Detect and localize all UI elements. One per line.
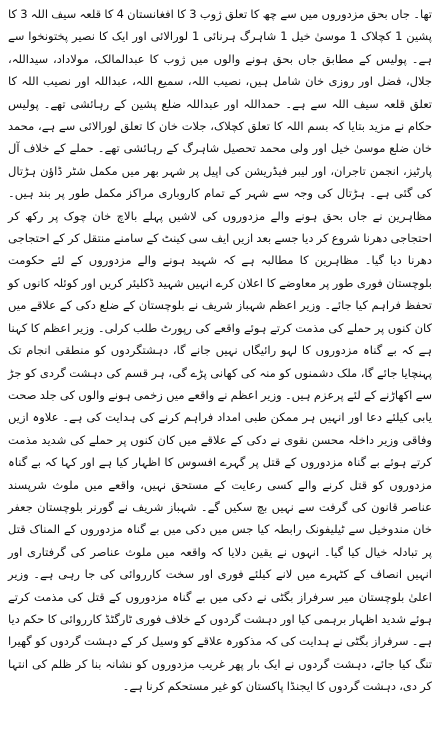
article-body: تھا۔ جاں بحق مزدوروں میں سے چھ کا تعلق ژوب 3 کا افغانستان 4 کا قلعہ سیف اللہ 3 کا پشین 1 کچلاک 1 موسیٰ خیل 1 شاہرگ ہرنائی 1 لورالائی اور ایک کا نصیر پختونخوا سے ہے۔ پولیس کے مطابق جاں بحق ہونے والوں میں ژوب کا عبدالمالک، مولاداد، سیداللہ، جلال، فضل اور روزی خان شامل ہیں، نصیب اللہ، سمیع اللہ، عبداللہ اور نصیب اللہ کا تعلق قلعہ سیف اللہ سے ہے۔ حمداللہ اور عبداللہ ضلع پشین کے رہائشی تھے۔ پولیس حکام نے مزید بتایا کہ بسم اللہ کا تعلق کچلاک، جلات خان کا تعلق لورالائی سے ہے، محمد خان ضلع موسیٰ خیل اور ولی محمد تحصیل شاہرگ کے رہائشی تھے۔ حملے کے خلاف آل پارٹیز، انجمن تاجران، اور لیبر فیڈریشن کی اپیل پر شہر بھر میں مکمل شٹر ڈاؤن ہڑتال کی گئی ہے۔ ہڑتال کی وجہ سے شہر کے تمام کاروباری مراکز مکمل طور پر بند ہیں۔ مظاہرین نے جاں بحق ہونے والے مزدوروں کی لاشیں پہلے بالاچ خان چوک پر رکھ کر احتجاجی دھرنا شروع کر دیا جسے بعد ازیں ایف سی کینٹ کے سامنے منتقل کر کے احتجاجی دھرنا دیا گیا۔ مظاہرین کا مطالبہ ہے کہ شہید ہونے والے مزدوروں کے لئے حکومت بلوچستان فوری طور پر معاوضے کا اعلان کرے انہیں شہید ڈکلیئر کریں اور کوئلہ کانوں کو تحفظ فراہم کیا جائے۔ وزیر اعظم شہباز شریف نے بلوچستان کے ضلع دکی کے علاقے میں کان کنوں پر حملے کی مذمت کرتے ہوئے واقعے کی رپورٹ طلب کرلی۔ وزیر اعظم کا کہنا ہے کہ بے گناہ مزدوروں کا لہو رائیگاں نہیں جانے گا، دہشتگردوں کو منطقی انجام تک پہنچایا جائے گا، ملک دشمنوں کو منہ کی کھانی پڑے گی، ہر قسم کی دہشت گردی کو جڑ سے اکھاڑنے کے لئے پرعزم ہیں۔ وزیر اعظم نے واقعے میں زخمی ہونے والوں کی جلد صحت یابی کیلئے دعا اور انہیں ہر ممکن طبی امداد فراہم کرنے کی ہدایت کی ہے۔ علاوہ ازیں وفاقی وزیر داخلہ محسن نقوی نے دکی کے علاقے میں کان کنوں پر حملے کی شدید مذمت کرتے ہوئے بے گناہ مزدوروں کے قتل پر گہرے افسوس کا اظہار کیا ہے اور کہا کہ بے گناہ مزدوروں کو قتل کرنے والے کسی رعایت کے مستحق نہیں، واقعے میں ملوث شرپسند عناصر قانون کی گرفت سے نہیں بچ سکیں گے۔ شہباز شریف نے گورنر بلوچستان جعفر خان مندوخیل سے ٹیلیفونک رابطہ کیا جس میں دکی میں بے گناہ مزدوروں کے المناک قتل پر تبادلہ خیال کیا گیا۔ انہوں نے یقین دلایا کہ واقعہ میں ملوث عناصر کی گرفتاری اور انہیں انصاف کے کٹہرے میں لانے کیلئے فوری اور سخت کارروائی کی جا رہی ہے۔ وزیر اعلیٰ بلوچستان میر سرفراز بگٹی نے دکی میں بے گناہ مزدوروں کے قتل کی مذمت کرتے ہوئے شدید اظہار برہمی کیا اور دہشت گردوں کے خلاف فوری ٹارگٹڈ کارروائی کا حکم دیا ہے۔ سرفراز بگٹی نے ہدایت کی کہ مذکورہ علاقے کو وسیل کر کے دہشت گردوں کو گھیرا تنگ کیا جائے، دہشت گردوں نے ایک بار پھر غریب مزدوروں کو نشانہ بنا کر ظلم کی انتہا کر دی، دہشت گردوں کا ایجنڈا پاکستان کو غیر مستحکم کرنا ہے۔ [8, 7, 432, 694]
